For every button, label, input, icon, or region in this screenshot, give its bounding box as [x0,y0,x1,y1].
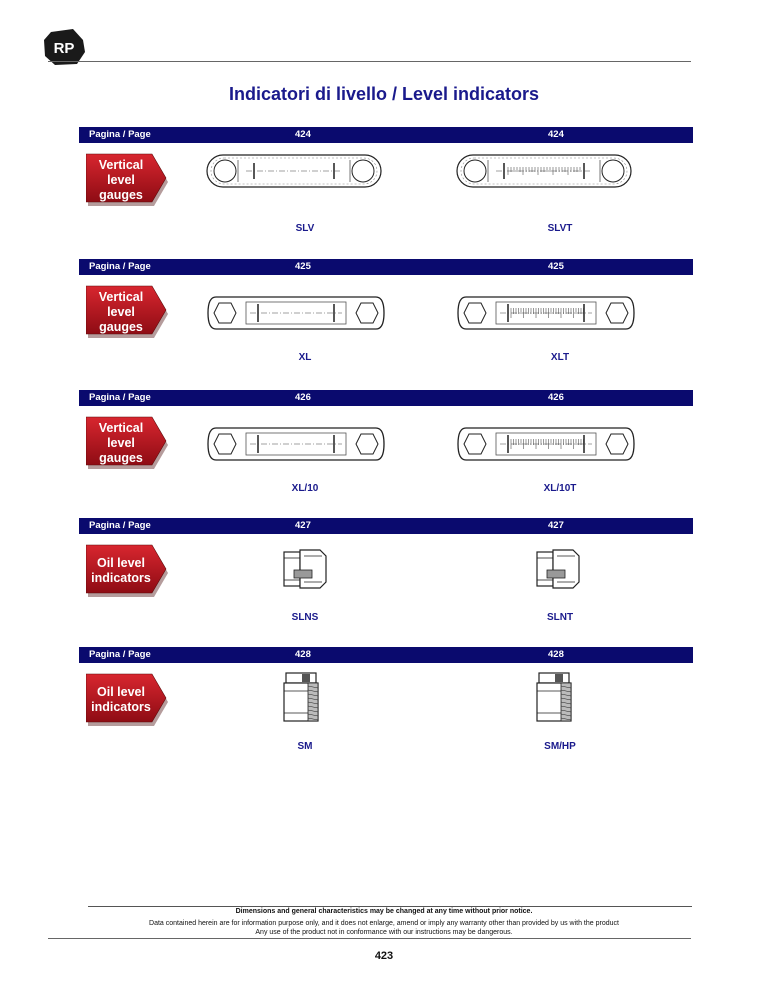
category-tag [86,415,170,471]
page-title: Indicatori di livello / Level indicators [228,84,540,104]
footer-disclaimer: Data contained herein are for information purpose only, and it does not enlarge, amend or imply any warranty other than provided by us with the product [149,920,619,927]
category-tag [86,672,170,728]
product-drawing-left[interactable] [280,669,330,732]
product-drawing-right[interactable] [456,291,636,340]
page-label: Pagina / Page [89,392,151,403]
category-tag-label: Oil level indicators [91,685,151,714]
page-reference-bar [79,127,693,143]
page-ref-right[interactable]: 427 [548,520,564,531]
page-ref-right[interactable]: 424 [548,129,564,140]
product-drawing-right[interactable] [456,422,636,471]
product-code-right[interactable]: SM/HP [544,741,576,752]
page-ref-left[interactable]: 428 [295,649,311,660]
page-ref-right[interactable]: 426 [548,392,564,403]
category-tag [86,543,170,599]
product-code-left[interactable]: SLV [295,223,315,234]
footer-warning: Any use of the product not in conformance with our instructions may be dangerous. [255,929,513,936]
category-tag [86,152,170,208]
page-ref-left[interactable]: 424 [295,129,311,140]
category-tag-label: Vertical level gauges [98,420,144,465]
product-code-right[interactable]: XL/10T [543,483,577,494]
page-reference-bar [79,390,693,406]
product-drawing-right[interactable] [533,669,583,732]
product-drawing-left[interactable] [206,291,386,340]
product-code-right[interactable]: SLVT [547,223,573,234]
page-ref-right[interactable]: 425 [548,261,564,272]
page-ref-left[interactable]: 425 [295,261,311,272]
bottom-divider [48,938,691,939]
page-reference-bar [79,518,693,534]
footer-notice: Dimensions and general characteristics may be changed at any time without prior notice. [235,908,533,915]
product-drawing-right[interactable] [533,546,583,597]
page-ref-left[interactable]: 427 [295,520,311,531]
product-code-left[interactable]: SM [297,741,313,752]
product-code-left[interactable]: XL/10 [291,483,319,494]
category-tag-label: Vertical level gauges [98,157,144,202]
page-label: Pagina / Page [89,649,151,660]
product-code-right[interactable]: SLNT [546,612,574,623]
page-reference-bar [79,259,693,275]
product-code-left[interactable]: XL [298,352,312,363]
footer-divider [88,906,692,907]
page-label: Pagina / Page [89,520,151,531]
top-divider [48,61,691,62]
page-number: 423 [374,950,394,962]
svg-text:RP: RP [53,40,75,57]
category-tag-label: Vertical level gauges [98,289,144,334]
category-tag-label: Oil level indicators [91,556,151,585]
product-drawing-left[interactable] [206,422,386,471]
product-code-right[interactable]: XLT [550,352,570,363]
product-drawing-right[interactable] [456,151,632,196]
page-ref-left[interactable]: 426 [295,392,311,403]
product-drawing-left[interactable] [280,546,330,597]
page-label: Pagina / Page [89,261,151,272]
page-label: Pagina / Page [89,129,151,140]
product-drawing-left[interactable] [206,151,382,196]
product-code-left[interactable]: SLNS [291,612,319,623]
page-ref-right[interactable]: 428 [548,649,564,660]
page-reference-bar [79,647,693,663]
category-tag [86,284,170,340]
